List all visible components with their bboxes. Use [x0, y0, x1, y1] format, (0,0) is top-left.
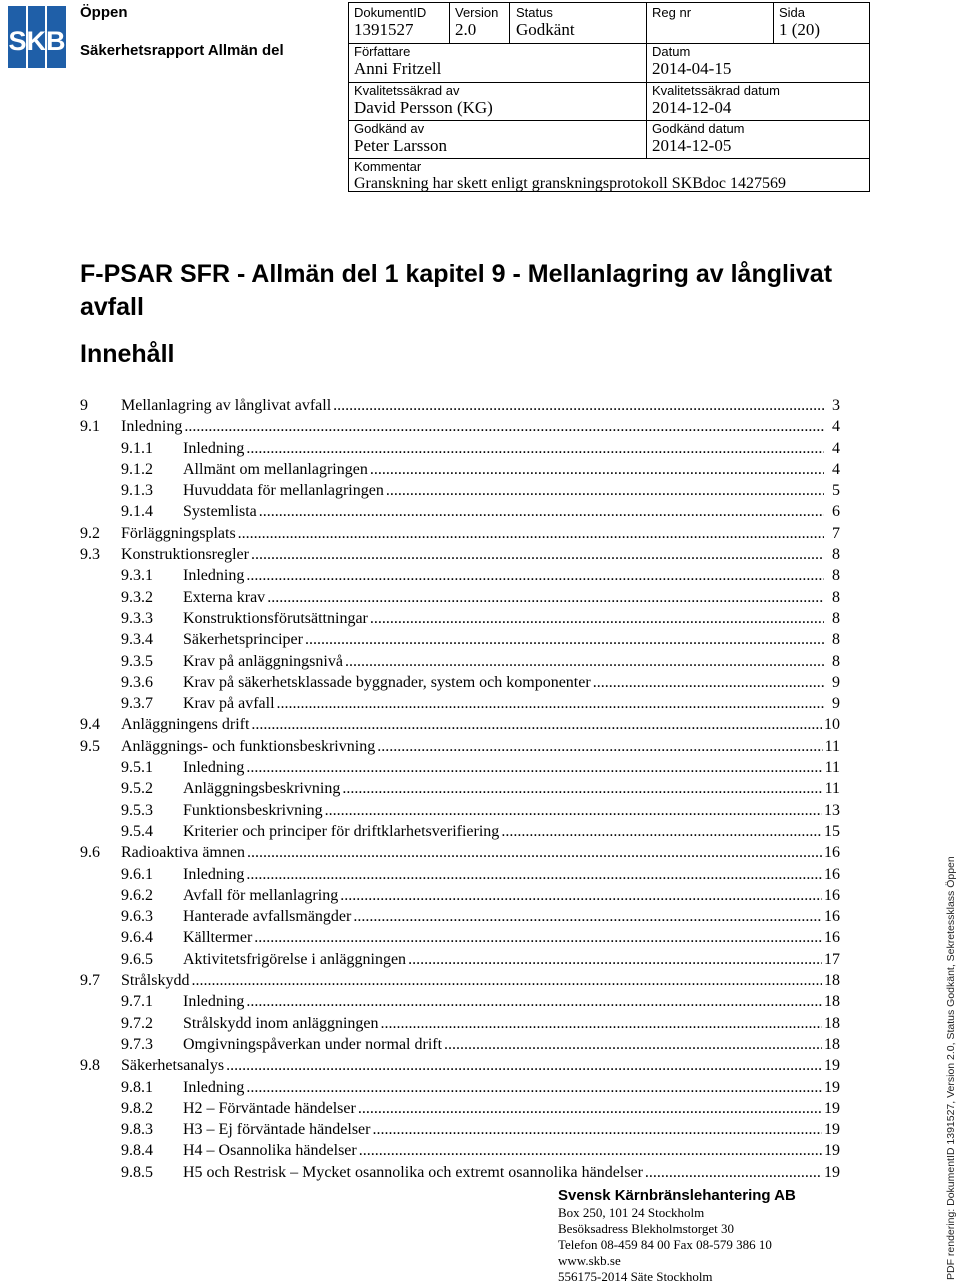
toc-leader-dots	[377, 736, 822, 757]
toc-entry-title: H4 – Osannolika händelser	[183, 1142, 357, 1160]
version-value: 2.0	[455, 20, 477, 39]
toc-leader-dots	[353, 906, 822, 927]
toc-entry-page: 15	[824, 822, 840, 840]
toc-entry-page: 11	[824, 780, 840, 798]
toc-entry-page: 4	[832, 418, 840, 436]
toc-entry-title: Inledning	[183, 993, 245, 1011]
toc-entry-title: Huvuddata för mellanlagringen	[183, 482, 384, 500]
toc-entry-number: 9.1.2	[121, 460, 153, 478]
toc-entry[interactable]	[80, 438, 840, 459]
toc-entry[interactable]	[80, 1013, 840, 1034]
toc-entry-title: Anläggnings- och funktionsbeskrivning	[121, 737, 376, 755]
toc-entry-title: Avfall för mellanlagring	[183, 886, 339, 904]
toc-leader-dots	[238, 523, 824, 544]
toc-entry-title: Inledning	[183, 865, 245, 883]
toc-entry-title: Anläggningsbeskrivning	[183, 780, 341, 798]
toc-leader-dots	[246, 757, 822, 778]
toc-leader-dots	[246, 864, 822, 885]
toc-leader-dots	[184, 416, 824, 437]
toc-entry-page: 19	[824, 1099, 840, 1117]
version-label: Version	[455, 5, 499, 20]
toc-entry-page: 13	[824, 801, 840, 819]
toc-leader-dots	[226, 1055, 822, 1076]
toc-entry-number: 9.5.4	[121, 822, 153, 840]
toc-entry-title: Strålskydd inom anläggningen	[183, 1014, 379, 1032]
toc-entry-page: 8	[832, 588, 840, 606]
toc-entry-page: 18	[824, 1014, 840, 1032]
toc-leader-dots	[251, 544, 824, 565]
toc-entry-number: 9.3.2	[121, 588, 153, 606]
toc-leader-dots	[305, 629, 824, 650]
toc-entry-title: Krav på säkerhetsklassade byggnader, system och komponenter	[183, 673, 591, 691]
toc-leader-dots	[246, 1077, 822, 1098]
toc-leader-dots	[358, 1098, 822, 1119]
toc-entry-number: 9.2	[80, 524, 100, 542]
toc-entry-page: 19	[824, 1142, 840, 1160]
toc-entry-title: Mellanlagring av långlivat avfall	[121, 397, 332, 414]
toc-entry-page: 8	[832, 631, 840, 649]
toc-entry-title: Strålskydd	[121, 972, 190, 990]
toc-entry-page: 9	[832, 673, 840, 691]
toc-leader-dots	[340, 885, 822, 906]
toc-leader-dots	[444, 1034, 822, 1055]
approved-value: Peter Larsson	[354, 136, 448, 155]
report-name: Säkerhetsrapport Allmän del	[80, 42, 284, 59]
regnr-label: Reg nr	[652, 5, 692, 20]
toc-entry-title: Konstruktionsregler	[121, 546, 249, 564]
toc-entry-page: 10	[824, 716, 840, 734]
toc-entry[interactable]	[80, 800, 840, 821]
svg-text:SKB: SKB	[8, 26, 66, 56]
toc-entry[interactable]	[80, 416, 840, 437]
toc-leader-dots	[408, 949, 822, 970]
toc-entry-title: Krav på anläggningsnivå	[183, 652, 343, 670]
toc-entry[interactable]	[80, 523, 840, 544]
toc-leader-dots	[277, 693, 824, 714]
toc-entry-title: Säkerhetsprinciper	[183, 631, 303, 649]
toc-entry[interactable]	[80, 693, 840, 714]
toc-entry-title: Säkerhetsanalys	[121, 1057, 225, 1075]
toc-entry-page: 19	[824, 1057, 840, 1075]
toc-leader-dots	[246, 438, 824, 459]
toc-entry[interactable]	[80, 587, 840, 608]
author-label: Författare	[354, 44, 411, 59]
toc-entry-title: Externa krav	[183, 588, 266, 606]
toc-entry[interactable]	[80, 1034, 840, 1055]
toc-leader-dots	[345, 651, 824, 672]
toc-leader-dots	[259, 501, 824, 522]
toc-entry[interactable]	[80, 544, 840, 565]
toc-entry-title: H3 – Ej förväntade händelser	[183, 1121, 371, 1139]
skb-logo-mark	[8, 6, 66, 68]
toc-entry[interactable]	[80, 864, 840, 885]
toc-entry-number: 9.3.7	[121, 695, 153, 713]
toc-leader-dots	[246, 991, 822, 1012]
author-value: Anni Fritzell	[354, 59, 442, 78]
toc-entry[interactable]	[80, 970, 840, 991]
toc-entry-page: 11	[824, 737, 840, 755]
toc-entry[interactable]	[80, 1162, 840, 1183]
toc-entry-page: 6	[832, 503, 840, 521]
toc-entry[interactable]	[80, 565, 840, 586]
toc-entry-title: Inledning	[183, 439, 245, 457]
toc-entry[interactable]	[80, 672, 840, 693]
toc-leader-dots	[333, 395, 824, 416]
toc-leader-dots	[246, 565, 824, 586]
toc-entry-title: Konstruktionsförutsättningar	[183, 609, 368, 627]
toc-leader-dots	[359, 1140, 822, 1161]
toc-entry[interactable]	[80, 501, 840, 522]
toc-entry-number: 9.6.4	[121, 929, 153, 947]
doc-id-label: DokumentID	[354, 5, 427, 20]
page-label: Sida	[779, 5, 806, 20]
toc-entry-page: 11	[824, 759, 840, 777]
toc-leader-dots	[645, 1162, 822, 1183]
toc-entry[interactable]	[80, 1055, 840, 1076]
toc-entry-title: H2 – Förväntade händelser	[183, 1099, 356, 1117]
toc-entry[interactable]	[80, 480, 840, 501]
approved-date-value: 2014-12-05	[652, 136, 732, 155]
toc-entry[interactable]	[80, 757, 840, 778]
qa-label: Kvalitetssäkrad av	[354, 83, 460, 98]
toc-entry-page: 9	[832, 695, 840, 713]
toc-entry-page: 19	[824, 1163, 840, 1181]
toc-leader-dots	[370, 608, 824, 629]
toc-entry-page: 8	[832, 609, 840, 627]
toc-entry-page: 18	[824, 993, 840, 1011]
toc-entry-title: Inledning	[121, 418, 183, 436]
pdf-rendering-note: PDF rendering: DokumentID 1391527, Version 2.0, Status Godkänt, Sekretessklass Öppen	[945, 856, 957, 1280]
approved-date-label: Godkänd datum	[652, 121, 745, 136]
toc-entry-number: 9.1	[80, 418, 100, 436]
toc-entry-page: 18	[824, 972, 840, 990]
comment-label: Kommentar	[354, 159, 422, 174]
toc-entry-number: 9.5.2	[121, 780, 153, 798]
toc-entry-number: 9.5	[80, 737, 100, 755]
toc-entry-title: Anläggningens drift	[121, 716, 250, 734]
toc-entry[interactable]	[80, 608, 840, 629]
toc-entry-title: Inledning	[183, 567, 245, 585]
toc-entry-page: 16	[824, 908, 840, 926]
toc-leader-dots	[593, 672, 824, 693]
toc-entry-number: 9.8.3	[121, 1121, 153, 1139]
toc-leader-dots	[501, 821, 822, 842]
date-label: Datum	[652, 44, 691, 59]
toc-entry-title: Krav på avfall	[183, 695, 275, 713]
toc-entry-number: 9.3.3	[121, 609, 153, 627]
toc-entry-number: 9.3.5	[121, 652, 153, 670]
date-value: 2014-04-15	[652, 59, 732, 78]
toc-entry-page: 8	[832, 652, 840, 670]
toc-entry-page: 3	[832, 397, 840, 414]
document-title: F-PSAR SFR - Allmän del 1 kapitel 9 - Mellanlagring av långlivat avfall	[80, 260, 833, 321]
toc-entry-number: 9.6.3	[121, 908, 153, 926]
toc-entry-page: 16	[824, 865, 840, 883]
toc-heading: Innehåll	[80, 340, 175, 368]
footer-line: Besöksadress Blekholmstorget 30	[558, 1221, 734, 1236]
toc-entry[interactable]	[80, 778, 840, 799]
toc-entry[interactable]	[80, 949, 840, 970]
toc-entry-number: 9.5.3	[121, 801, 153, 819]
toc-entry-title: Funktionsbeskrivning	[183, 801, 323, 819]
toc-entry-page: 16	[824, 844, 840, 862]
toc-entry-page: 8	[832, 567, 840, 585]
toc-entry-number: 9.5.1	[121, 759, 153, 777]
toc-entry[interactable]	[80, 395, 840, 416]
toc-entry-number: 9.7.1	[121, 993, 153, 1011]
toc-entry[interactable]	[80, 1077, 840, 1098]
toc-entry-title: Radioaktiva ämnen	[121, 844, 245, 862]
toc-entry-title: Omgivningspåverkan under normal drift	[183, 1035, 443, 1053]
qa-value: David Persson (KG)	[354, 98, 493, 117]
toc-entry-title: Förläggningsplats	[121, 524, 236, 542]
toc-entry-page: 4	[832, 460, 840, 478]
toc-entry-title: Inledning	[183, 1078, 245, 1096]
toc-entry-title: Källtermer	[183, 929, 253, 947]
document-metadata-table	[348, 2, 870, 192]
table-of-contents	[80, 395, 840, 1183]
toc-entry[interactable]	[80, 1119, 840, 1140]
toc-entry-number: 9.7.2	[121, 1014, 153, 1032]
toc-entry[interactable]	[80, 821, 840, 842]
classification-label: Öppen	[80, 4, 128, 21]
toc-leader-dots	[251, 714, 822, 735]
toc-entry-number: 9.6.5	[121, 950, 153, 968]
toc-entry-page: 8	[832, 546, 840, 564]
qa-date-label: Kvalitetssäkrad datum	[652, 83, 780, 98]
toc-entry-title: Kriterier och principer för driftklarhetsverifiering	[183, 822, 500, 840]
toc-entry-title: Aktivitetsfrigörelse i anläggningen	[183, 950, 407, 968]
toc-entry-page: 16	[824, 886, 840, 904]
toc-entry-title: H5 och Restrisk – Mycket osannolika och extremt osannolika händelser	[183, 1163, 643, 1181]
toc-entry-number: 9.8.4	[121, 1142, 153, 1160]
toc-entry[interactable]	[80, 885, 840, 906]
toc-leader-dots	[254, 927, 822, 948]
approved-label: Godkänd av	[354, 121, 425, 136]
comment-value: Granskning har skett enligt granskningsprotokoll SKBdoc 1427569	[354, 175, 786, 192]
toc-entry[interactable]	[80, 1098, 840, 1119]
footer-line: Telefon 08-459 84 00 Fax 08-579 386 10	[558, 1237, 772, 1252]
toc-entry-page: 19	[824, 1121, 840, 1139]
toc-leader-dots	[191, 970, 822, 991]
footer-line: 556175-2014 Säte Stockholm	[558, 1269, 713, 1284]
toc-entry[interactable]	[80, 714, 840, 735]
doc-id-value: 1391527	[354, 20, 414, 39]
toc-entry-number: 9	[80, 397, 88, 414]
toc-entry-number: 9.7	[80, 972, 100, 990]
toc-entry-number: 9.6	[80, 844, 100, 862]
toc-entry[interactable]	[80, 629, 840, 650]
toc-entry-number: 9.3	[80, 546, 100, 564]
toc-entry-page: 19	[824, 1078, 840, 1096]
toc-leader-dots	[370, 459, 824, 480]
toc-entry-page: 7	[832, 524, 840, 542]
skb-logo	[8, 6, 66, 68]
toc-entry-number: 9.6.1	[121, 865, 153, 883]
qa-date-value: 2014-12-04	[652, 98, 732, 117]
toc-entry-number: 9.1.1	[121, 439, 153, 457]
toc-entry-number: 9.8.1	[121, 1078, 153, 1096]
toc-entry-page: 18	[824, 1035, 840, 1053]
toc-leader-dots	[247, 842, 822, 863]
footer-line: Box 250, 101 24 Stockholm	[558, 1205, 705, 1220]
toc-entry-title: Allmänt om mellanlagringen	[183, 460, 368, 478]
toc-leader-dots	[381, 1013, 822, 1034]
toc-entry-number: 9.1.4	[121, 503, 153, 521]
toc-entry-number: 9.8.5	[121, 1163, 153, 1181]
toc-entry-page: 16	[824, 929, 840, 947]
footer-address	[558, 1186, 796, 1285]
toc-entry[interactable]	[80, 1140, 840, 1161]
company-name: Svensk Kärnbränslehantering AB	[558, 1187, 796, 1204]
toc-entry-page: 5	[832, 482, 840, 500]
toc-leader-dots	[267, 587, 824, 608]
toc-entry-title: Inledning	[183, 759, 245, 777]
toc-entry-number: 9.8.2	[121, 1099, 153, 1117]
toc-leader-dots	[386, 480, 824, 501]
toc-entry-number: 9.7.3	[121, 1035, 153, 1053]
toc-entry[interactable]	[80, 842, 840, 863]
toc-leader-dots	[372, 1119, 822, 1140]
toc-entry[interactable]	[80, 736, 840, 757]
toc-entry-page: 17	[824, 950, 840, 968]
toc-entry-page: 4	[832, 439, 840, 457]
toc-entry[interactable]	[80, 991, 840, 1012]
toc-entry[interactable]	[80, 459, 840, 480]
toc-entry[interactable]	[80, 906, 840, 927]
toc-leader-dots	[342, 778, 822, 799]
toc-leader-dots	[325, 800, 822, 821]
toc-entry[interactable]	[80, 927, 840, 948]
toc-entry-title: Systemlista	[183, 503, 257, 521]
toc-entry-title: Hanterade avfallsmängder	[183, 908, 352, 926]
status-value: Godkänt	[516, 20, 575, 39]
toc-entry-number: 9.3.1	[121, 567, 153, 585]
toc-entry-number: 9.3.4	[121, 631, 153, 649]
toc-entry-number: 9.6.2	[121, 886, 153, 904]
footer-line: www.skb.se	[558, 1253, 621, 1268]
toc-entry[interactable]	[80, 651, 840, 672]
toc-entry-number: 9.4	[80, 716, 100, 734]
toc-entry-number: 9.1.3	[121, 482, 153, 500]
page-value: 1 (20)	[779, 20, 821, 39]
status-label: Status	[516, 5, 553, 20]
toc-entry-number: 9.3.6	[121, 673, 153, 691]
toc-entry-number: 9.8	[80, 1057, 100, 1075]
